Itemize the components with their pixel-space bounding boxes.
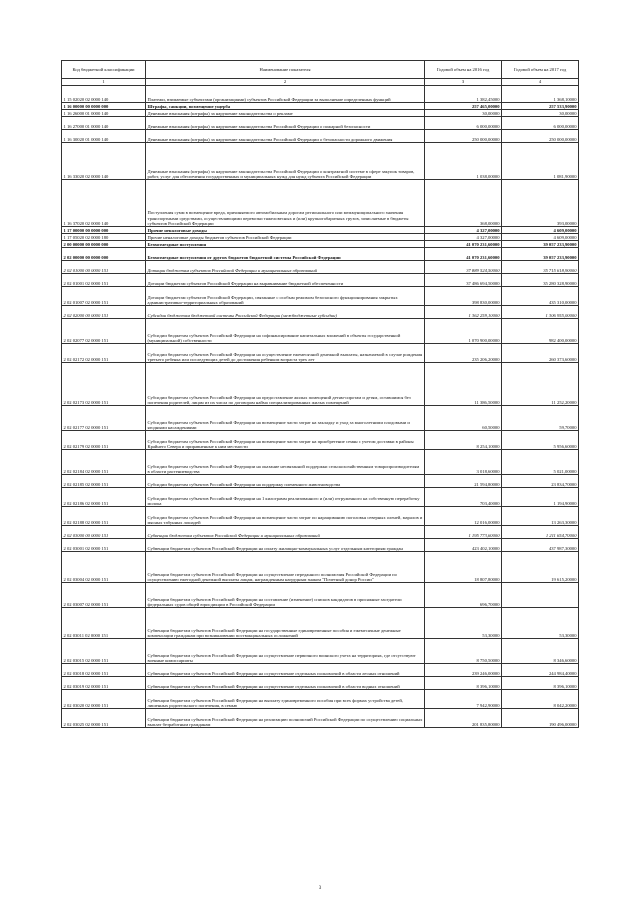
table-row (62, 287, 579, 306)
name-cell: Прочие неналоговые доходы (146, 227, 425, 234)
code-cell: 1 16 27000 01 0000 140 (62, 117, 146, 130)
value-2016-cell: 398 830,00000 (425, 287, 502, 306)
value-2016-cell: 11 386,50000 (425, 363, 502, 406)
name-cell: Денежные взыскания (штрафы) за нарушение законодательства Российской Федерации о пожарной безопасности (146, 117, 425, 130)
name-cell: Денежные взыскания (штрафы) за нарушение законодательства о рекламе (146, 110, 425, 117)
value-2016-cell: 30,00000 (425, 110, 502, 117)
value-2016-cell: 1 382,45000 (425, 86, 502, 103)
value-2016-cell: 1 362 259,10000 (425, 306, 502, 319)
value-2017-cell: 35 280 328,90000 (502, 274, 579, 287)
name-cell: Субвенции бюджетам субъектов Российской Федерации на оплату жилищно-коммунальных услуг отдельным категориям граждан (146, 539, 425, 552)
name-cell: Платежи, взимаемые субъектами (организациями) субъектов Российской Федерации за выполнение определенных функций (146, 86, 425, 103)
value-2016-cell: 3 018,60000 (425, 450, 502, 475)
name-cell: Субсидии бюджетам субъектов Российской Федерации на осуществление ежемесячной денежной выплаты, назначаемой в случае рождения третьего ребенка или последующих детей до достижения ребенком возраста трех лет (146, 344, 425, 363)
table-row (62, 639, 579, 664)
value-2016-cell: 8 396,10000 (425, 677, 502, 690)
code-cell: 1 17 05020 02 0000 180 (62, 234, 146, 241)
code-cell: 2 02 02186 02 0000 151 (62, 488, 146, 507)
code-cell: 2 02 01000 00 0000 151 (62, 261, 146, 274)
table-row (62, 431, 579, 450)
code-cell: 2 02 03007 02 0000 151 (62, 583, 146, 608)
header-2016: Годовой объем на 2016 год (425, 61, 502, 79)
table-row (62, 227, 579, 234)
table-row (62, 539, 579, 552)
name-cell: Субвенции бюджетам субъектов Российской Федерации на реализацию полномочий Российской Федерации по осуществлению социальных выплат безработным гражданам (146, 709, 425, 728)
name-cell: Безвозмездные поступления от других бюджетов бюджетной системы Российской Федерации (146, 248, 425, 261)
code-cell: 2 02 01001 02 0000 151 (62, 274, 146, 287)
table-row (62, 526, 579, 539)
table-row (62, 86, 579, 103)
code-cell: 2 02 03011 02 0000 151 (62, 608, 146, 639)
table-row (62, 344, 579, 363)
code-cell: 2 02 03019 02 0000 151 (62, 677, 146, 690)
name-cell: Субсидии бюджетам субъектов Российской Федерации на возмещение части затрат на закладку и уход за многолетними плодовыми и ягодными насаждениями (146, 406, 425, 431)
value-2017-cell: 393,00000 (502, 180, 579, 227)
code-cell: 2 02 00000 00 0000 000 (62, 248, 146, 261)
value-2017-cell: 8 042,20000 (502, 690, 579, 709)
table-row (62, 248, 579, 261)
value-2017-cell: 8 346,60000 (502, 639, 579, 664)
page-number: 3 (318, 886, 322, 891)
code-cell: 2 02 03015 02 0000 151 (62, 639, 146, 664)
value-2017-cell: 5 021,00000 (502, 450, 579, 475)
value-2016-cell: 1 038,00000 (425, 143, 502, 180)
table-row (62, 488, 579, 507)
value-2017-cell: 11 252,20000 (502, 363, 579, 406)
value-2016-cell: 41 070 231,60000 (425, 241, 502, 248)
value-2016-cell: 12 016,00000 (425, 507, 502, 526)
value-2016-cell: 250 000,00000 (425, 130, 502, 143)
value-2017-cell: 1 194,90000 (502, 488, 579, 507)
code-cell: 2 02 02177 02 0000 151 (62, 406, 146, 431)
value-2017-cell: 4 609,00000 (502, 227, 579, 234)
name-cell: Субвенции бюджетам субъектов Российской Федерации на осуществление отдельных полномочий в области лесных отношений (146, 664, 425, 677)
table-row (62, 117, 579, 130)
code-cell: 1 17 00000 00 0000 000 (62, 227, 146, 234)
value-2016-cell: 8 254,10000 (425, 431, 502, 450)
name-cell: Субвенции бюджетам субъектов Российской Федерации и муниципальных образований (146, 526, 425, 539)
code-cell: 1 16 30020 01 0000 140 (62, 130, 146, 143)
value-2016-cell: 257 465,00000 (425, 103, 502, 110)
value-2017-cell: 1 368,10000 (502, 86, 579, 103)
name-cell: Дотации бюджетам субъектов Российской Федерации, связанные с особым режимом безопасного функционирования закрытых административно-территориальных образований (146, 287, 425, 306)
name-cell: Субсидии бюджетам субъектов Российской Федерации на возмещение части затрат на приобретение семян с учетом доставки в районы Крайнего Севера и приравненные к ним местности (146, 431, 425, 450)
value-2017-cell: 260 373,60000 (502, 344, 579, 363)
value-2016-cell: 239 246,00000 (425, 664, 502, 677)
value-2016-cell: 201 835,80000 (425, 709, 502, 728)
value-2017-cell: 1 081,90000 (502, 143, 579, 180)
table-row (62, 450, 579, 475)
code-cell: 1 16 26000 01 0000 140 (62, 110, 146, 117)
column-number-1: 1 (62, 79, 146, 86)
code-cell: 2 02 02000 00 0000 151 (62, 306, 146, 319)
name-cell: Субсидии бюджетам субъектов Российской Федерации на поддержку племенного животноводства (146, 475, 425, 488)
value-2017-cell: 244 984,40000 (502, 664, 579, 677)
table-row (62, 143, 579, 180)
code-cell: 1 16 00000 00 0000 000 (62, 103, 146, 110)
value-2017-cell: 437 987,30000 (502, 539, 579, 552)
value-2016-cell: 368,00000 (425, 180, 502, 227)
name-cell: Поступления сумм в возмещение вреда, причиняемого автомобильным дорогам регионального или межмуниципального значения транспортными средствами, осуществляющими перевозки тяжеловесных и (или) крупногабаритных грузов, зачисляемые в бюджеты субъектов Российской Федерации (146, 180, 425, 227)
code-cell: 2 02 02185 02 0000 151 (62, 475, 146, 488)
table-row (62, 261, 579, 274)
value-2017-cell: 39 057 233,90000 (502, 241, 579, 248)
value-2017-cell: 13 263,30000 (502, 507, 579, 526)
value-2017-cell: 59,70000 (502, 406, 579, 431)
table-row (62, 507, 579, 526)
name-cell: Субвенции бюджетам субъектов Российской Федерации на осуществление переданного полномочия Российской Федерации по осуществлению ежегодной денежной выплаты лицам, награжденным нагрудным знаком "Почетный донор России" (146, 552, 425, 583)
value-2017-cell: 23 834,70000 (502, 475, 579, 488)
column-number-4: 4 (502, 79, 579, 86)
value-2017-cell (502, 583, 579, 608)
name-cell: Безвозмездные поступления (146, 241, 425, 248)
name-cell: Субвенции бюджетам субъектов Российской Федерации на государственные единовременные пособия и ежемесячные денежные компенсации гражданам при возникновении поствакцинальных осложнений (146, 608, 425, 639)
name-cell: Субвенции бюджетам субъектов Российской Федерации на осуществление отдельных полномочий в области водных отношений (146, 677, 425, 690)
code-cell: 2 02 03020 02 0000 151 (62, 690, 146, 709)
value-2016-cell: 6 000,00000 (425, 117, 502, 130)
value-2016-cell: 53,30000 (425, 608, 502, 639)
name-cell: Субсидии бюджетам субъектов Российской Федерации на 1 килограмм реализованного и (или) отгруженного на собственную переработку молока (146, 488, 425, 507)
table-row (62, 583, 579, 608)
name-cell: Штрафы, санкции, возмещение ущерба (146, 103, 425, 110)
code-cell: 2 02 02077 02 0000 151 (62, 319, 146, 344)
code-cell: 2 02 01007 02 0000 151 (62, 287, 146, 306)
code-cell: 2 02 03018 02 0000 151 (62, 664, 146, 677)
column-number-row (62, 79, 579, 86)
table-row (62, 664, 579, 677)
header-code: Код бюджетной классификации (62, 61, 146, 79)
code-cell: 2 02 02188 02 0000 151 (62, 507, 146, 526)
code-cell: 2 02 02172 02 0000 151 (62, 344, 146, 363)
value-2016-cell: 37 889 524,50000 (425, 261, 502, 274)
value-2016-cell: 7 942,90000 (425, 690, 502, 709)
name-cell: Субсидии бюджетам бюджетной системы Российской Федерации (межбюджетные субсидии) (146, 306, 425, 319)
value-2016-cell: 18 807,80000 (425, 552, 502, 583)
value-2017-cell: 6 000,00000 (502, 117, 579, 130)
value-2017-cell: 190 496,00000 (502, 709, 579, 728)
table-row (62, 552, 579, 583)
code-cell: 1 15 02020 02 0000 140 (62, 86, 146, 103)
value-2016-cell: 4 327,00000 (425, 234, 502, 241)
value-2016-cell: 703,40000 (425, 488, 502, 507)
table-row (62, 690, 579, 709)
value-2016-cell: 423 402,10000 (425, 539, 502, 552)
code-cell: 2 02 03025 02 0000 151 (62, 709, 146, 728)
code-cell: 2 02 03000 00 0000 151 (62, 526, 146, 539)
code-cell: 2 02 02184 02 0000 151 (62, 450, 146, 475)
name-cell: Денежные взыскания (штрафы) за нарушение законодательства Российской Федерации о контрактной системе в сфере закупок товаров, работ, услуг для обеспечения государственных и муниципальных нужд для нужд субъекта Российской Федерации (146, 143, 425, 180)
table-row (62, 306, 579, 319)
value-2017-cell: 1 211 654,70000 (502, 526, 579, 539)
name-cell: Денежные взыскания (штрафы) за нарушение законодательства Российской Федерации о безопасности дорожного движения (146, 130, 425, 143)
name-cell: Дотации бюджетам субъектов Российской Федерации на выравнивание бюджетной обеспеченности (146, 274, 425, 287)
name-cell: Дотации бюджетам субъектов Российской Федерации и муниципальных образований (146, 261, 425, 274)
value-2016-cell: 4 327,00000 (425, 227, 502, 234)
value-2016-cell: 41 070 231,60000 (425, 248, 502, 261)
value-2017-cell: 250 000,00000 (502, 130, 579, 143)
table-row (62, 608, 579, 639)
table-row (62, 103, 579, 110)
budget-table (61, 60, 579, 728)
value-2017-cell: 8 396,10000 (502, 677, 579, 690)
name-cell: Субсидии бюджетам субъектов Российской Федерации на оказание несвязанной поддержки сельскохозяйственным товаропроизводителям в области растениеводства (146, 450, 425, 475)
name-cell: Субвенции бюджетам субъектов Российской Федерации на осуществление первичного воинского учета на территориях, где отсутствуют военные комиссариаты (146, 639, 425, 664)
table-body (62, 86, 579, 728)
table-row (62, 475, 579, 488)
value-2017-cell: 53,30000 (502, 608, 579, 639)
name-cell: Субсидии бюджетам субъектов Российской Федерации на софинансирование капитальных вложений в объекты государственной (муниципальной) собственности (146, 319, 425, 344)
table-row (62, 709, 579, 728)
column-number-3: 3 (425, 79, 502, 86)
name-cell: Субвенции бюджетам субъектов Российской Федерации на выплату единовременного пособия при всех формах устройства детей, лишенных родительского попечения, в семью (146, 690, 425, 709)
name-cell: Субсидии бюджетам субъектов Российской Федерации на возмещение части затрат по наращиванию поголовья северных оленей, маралов и мясных табунных лошадей (146, 507, 425, 526)
table-row (62, 274, 579, 287)
code-cell: 2 02 03004 02 0000 151 (62, 552, 146, 583)
column-number-2: 2 (146, 79, 425, 86)
value-2016-cell: 235 206,20000 (425, 344, 502, 363)
value-2017-cell: 4 609,00000 (502, 234, 579, 241)
code-cell: 2 02 02173 02 0000 151 (62, 363, 146, 406)
table-row (62, 130, 579, 143)
value-2016-cell: 1 195 773,60000 (425, 526, 502, 539)
value-2017-cell: 257 533,90000 (502, 103, 579, 110)
value-2016-cell: 60,50000 (425, 406, 502, 431)
name-cell: Субвенции бюджетам субъектов Российской Федерации на составление (изменение) списков кандидатов в присяжные заседатели федеральных судов общей юрисдикции в Российской Федерации (146, 583, 425, 608)
code-cell: 2 02 03001 02 0000 151 (62, 539, 146, 552)
value-2017-cell: 35 715 618,90000 (502, 261, 579, 274)
table-row (62, 677, 579, 690)
table-row (62, 319, 579, 344)
value-2016-cell: 696,70000 (425, 583, 502, 608)
table-row (62, 241, 579, 248)
value-2016-cell: 37 486 694,50000 (425, 274, 502, 287)
value-2017-cell: 1 306 955,00000 (502, 306, 579, 319)
table-row (62, 406, 579, 431)
value-2016-cell: 1 070 900,00000 (425, 319, 502, 344)
table-row (62, 363, 579, 406)
value-2017-cell: 435 310,00000 (502, 287, 579, 306)
value-2017-cell: 30,00000 (502, 110, 579, 117)
value-2017-cell: 5 956,60000 (502, 431, 579, 450)
value-2017-cell: 982 400,00000 (502, 319, 579, 344)
code-cell: 1 16 33020 02 0000 140 (62, 143, 146, 180)
name-cell: Субсидии бюджетам субъектов Российской Федерации на предоставление жилых помещений детям-сиротам и детям, оставшимся без попечения родителей, лицам из их числа по договорам найма специализированных жилых помещений (146, 363, 425, 406)
table-row (62, 110, 579, 117)
code-cell: 2 02 02179 02 0000 151 (62, 431, 146, 450)
header-name: Наименование показателя (146, 61, 425, 79)
table-header-row (62, 61, 579, 79)
header-2017: Годовой объем на 2017 год (502, 61, 579, 79)
value-2017-cell: 19 615,20000 (502, 552, 579, 583)
code-cell: 1 16 37020 02 0000 140 (62, 180, 146, 227)
table-row (62, 180, 579, 227)
name-cell: Прочие неналоговые доходы бюджетов субъектов Российской Федерации (146, 234, 425, 241)
budget-table-container (61, 60, 578, 728)
value-2016-cell: 21 594,80000 (425, 475, 502, 488)
value-2016-cell: 8 750,50000 (425, 639, 502, 664)
table-row (62, 234, 579, 241)
value-2017-cell: 39 057 233,90000 (502, 248, 579, 261)
code-cell: 2 00 00000 00 0000 000 (62, 241, 146, 248)
